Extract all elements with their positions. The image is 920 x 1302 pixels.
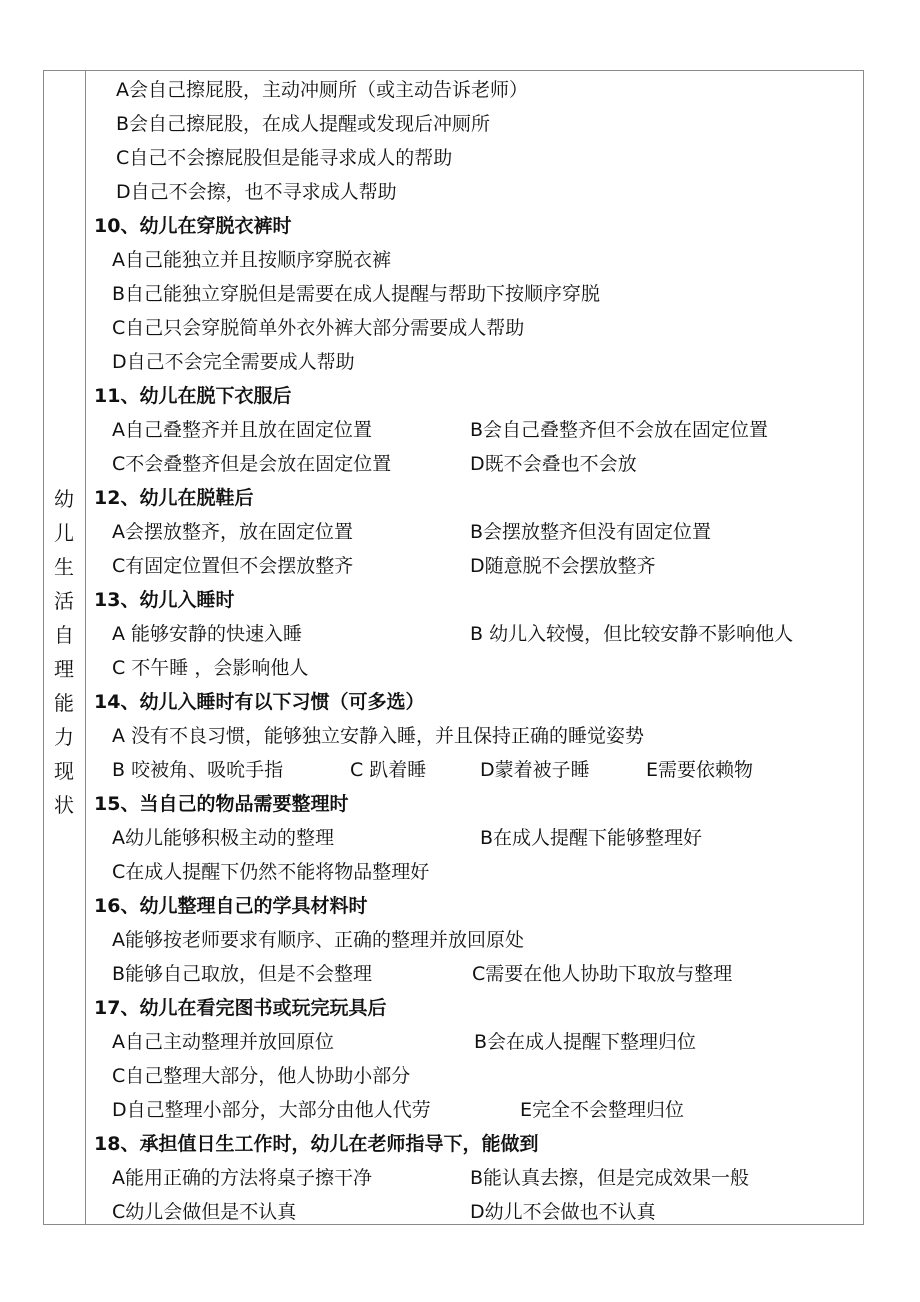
option-text: B会自己叠整齐但不会放在固定位置 [470,419,769,441]
question-title [92,889,857,923]
question-text: 15、当自己的物品需要整理时 [94,793,349,815]
option-row [92,549,857,583]
option-text: A会自己擦屁股，主动冲厕所（或主动告诉老师） [116,79,528,101]
option-row [92,141,857,175]
row-label-char: 自 [54,623,74,647]
option-row [92,1195,857,1229]
option-row [92,1161,857,1195]
option-text: A自己主动整理并放回原位 [112,1031,334,1053]
question-text: 12、幼儿在脱鞋后 [94,487,254,509]
option-row [92,345,857,379]
option-text: A 没有不良习惯，能够独立安静入睡，并且保持正确的睡觉姿势 [112,725,645,747]
option-row [92,107,857,141]
option-row [92,1093,857,1127]
question-title [92,685,857,719]
option-text: B会自己擦屁股，在成人提醒或发现后冲厕所 [116,113,491,135]
option-row [92,175,857,209]
row-label-char: 现 [54,759,74,783]
option-text: B能够自己取放，但是不会整理 [112,963,373,985]
question-title [92,787,857,821]
option-row [92,413,857,447]
row-label-char: 生 [54,555,74,579]
option-row [92,73,857,107]
option-text: B能认真去擦，但是完成效果一般 [470,1167,750,1189]
option-text: A自己能独立并且按顺序穿脱衣裤 [112,249,391,271]
row-label [43,482,85,822]
question-title [92,991,857,1025]
option-text: E完全不会整理归位 [520,1099,685,1121]
option-text: B在成人提醒下能够整理好 [480,827,703,849]
option-text: C 不午睡 ，会影响他人 [112,657,309,679]
option-text: D幼儿不会做也不认真 [470,1201,656,1223]
option-text: C自己不会擦屁股但是能寻求成人的帮助 [116,147,453,169]
option-text: C幼儿会做但是不认真 [112,1201,297,1223]
question-text: 16、幼儿整理自己的学具材料时 [94,895,368,917]
row-label-char: 幼 [54,487,74,511]
option-row [92,447,857,481]
option-text: C自己只会穿脱简单外衣外裤大部分需要成人帮助 [112,317,525,339]
option-row [92,855,857,889]
option-text: C有固定位置但不会摆放整齐 [112,555,354,577]
option-row [92,617,857,651]
question-text: 14、幼儿入睡时有以下习惯（可多选） [94,691,425,713]
option-row [92,753,857,787]
option-text: C在成人提醒下仍然不能将物品整理好 [112,861,430,883]
row-label-char: 儿 [54,521,74,545]
option-text: E需要依赖物 [646,759,754,781]
option-text: B自己能独立穿脱但是需要在成人提醒与帮助下按顺序穿脱 [112,283,601,305]
column-divider [85,70,86,1225]
row-label-char: 力 [54,725,74,749]
option-row [92,957,857,991]
option-row [92,1025,857,1059]
question-text: 17、幼儿在看完图书或玩完玩具后 [94,997,387,1019]
option-text: C自己整理大部分，他人协助小部分 [112,1065,411,1087]
option-text: A 能够安静的快速入睡 [112,623,303,645]
row-label-char: 活 [54,589,74,613]
row-label-char: 能 [54,691,74,715]
option-text: D随意脱不会摆放整齐 [470,555,656,577]
option-row [92,821,857,855]
option-text: A会摆放整齐，放在固定位置 [112,521,353,543]
row-label-char: 理 [54,657,74,681]
option-text: A能用正确的方法将桌子擦干净 [112,1167,372,1189]
question-text: 13、幼儿入睡时 [94,589,235,611]
question-title [92,1127,857,1161]
option-text: B 咬被角、吸吮手指 [112,759,284,781]
option-row [92,719,857,753]
option-text: C需要在他人协助下取放与整理 [472,963,733,985]
option-row [92,243,857,277]
question-title [92,209,857,243]
option-row [92,651,857,685]
option-text: C 趴着睡 [350,759,427,781]
option-text: B 幼儿入较慢，但比较安静不影响他人 [470,623,794,645]
option-text: A自己叠整齐并且放在固定位置 [112,419,372,441]
option-text: D自己整理小部分，大部分由他人代劳 [112,1099,431,1121]
row-label-char: 状 [54,793,74,817]
question-text: 11、幼儿在脱下衣服后 [94,385,292,407]
question-list [92,73,857,1229]
option-row [92,311,857,345]
option-text: D自己不会完全需要成人帮助 [112,351,355,373]
question-text: 18、承担值日生工作时，幼儿在老师指导下，能做到 [94,1133,539,1155]
question-text: 10、幼儿在穿脱衣裤时 [94,215,292,237]
option-row [92,277,857,311]
option-text: B会在成人提醒下整理归位 [474,1031,697,1053]
option-text: D自己不会擦，也不寻求成人帮助 [116,181,397,203]
question-title [92,583,857,617]
option-text: B会摆放整齐但没有固定位置 [470,521,712,543]
option-row [92,515,857,549]
question-title [92,379,857,413]
option-row [92,1059,857,1093]
option-text: A能够按老师要求有顺序、正确的整理并放回原处 [112,929,524,951]
option-text: D既不会叠也不会放 [470,453,637,475]
question-title [92,481,857,515]
option-row [92,923,857,957]
option-text: D蒙着被子睡 [480,759,590,781]
option-text: C不会叠整齐但是会放在固定位置 [112,453,392,475]
option-text: A幼儿能够积极主动的整理 [112,827,334,849]
